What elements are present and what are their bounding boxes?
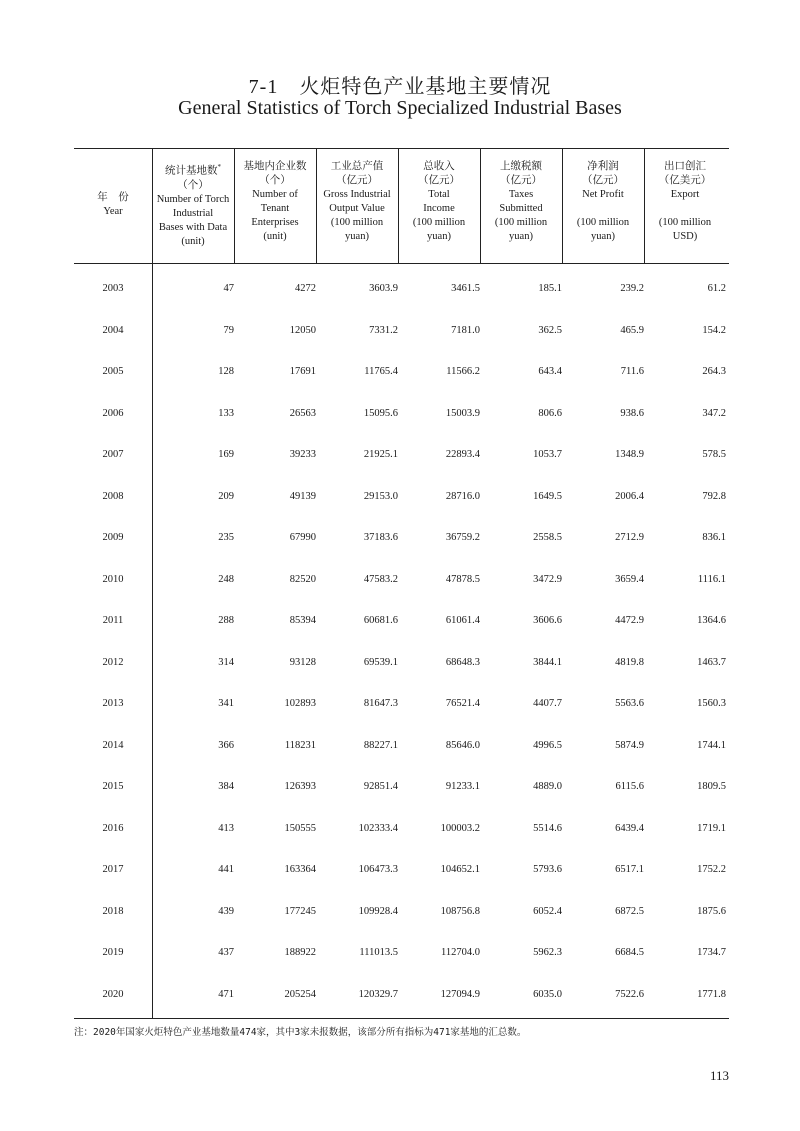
column-header — [562, 160, 644, 244]
value-cell: 93128 — [289, 656, 316, 668]
year-cell: 2012 — [102, 656, 124, 668]
value-cell: 439 — [218, 905, 234, 917]
value-cell: 5874.9 — [615, 739, 644, 751]
value-cell: 1364.6 — [697, 615, 726, 626]
column-header-line: （亿元） — [418, 175, 460, 186]
value-cell: 1348.9 — [615, 449, 644, 460]
year-cell: 2016 — [102, 822, 124, 834]
value-cell: 67990 — [289, 532, 316, 543]
column-header-line — [562, 202, 644, 216]
column-header-line: Industrial — [172, 207, 214, 219]
value-cell: 239.2 — [620, 283, 644, 294]
value-cell: 188922 — [284, 947, 316, 958]
table-top-rule — [74, 148, 729, 149]
column-header-line: （亿元） — [336, 175, 378, 186]
value-cell: 1116.1 — [697, 573, 726, 585]
value-cell: 28716.0 — [445, 490, 480, 502]
value-cell: 1719.1 — [697, 822, 726, 834]
table-row — [74, 947, 729, 961]
value-cell: 1752.2 — [697, 864, 726, 875]
value-cell: 109928.4 — [358, 905, 398, 917]
table-row — [74, 781, 729, 795]
value-cell: 108756.8 — [440, 905, 480, 917]
value-cell: 3472.9 — [533, 573, 562, 585]
value-cell: 76521.4 — [445, 698, 480, 709]
column-header-line: Bases with Data — [158, 221, 228, 233]
value-cell: 5793.6 — [533, 864, 562, 875]
value-cell: 1809.5 — [697, 781, 726, 792]
year-cell: 2013 — [102, 698, 124, 709]
column-header-cn: 上缴税额 — [500, 161, 542, 172]
year-cell: 2018 — [102, 905, 124, 917]
value-cell: 471 — [218, 988, 234, 1000]
value-cell: 11765.4 — [364, 366, 398, 377]
table-row — [74, 366, 729, 380]
value-cell: 49139 — [289, 490, 316, 502]
value-cell: 81647.3 — [363, 698, 398, 709]
value-cell: 288 — [218, 615, 234, 626]
value-cell: 4407.7 — [533, 698, 562, 709]
value-cell: 127094.9 — [440, 988, 480, 1000]
value-cell: 12050 — [289, 324, 316, 336]
value-cell: 441 — [218, 864, 234, 875]
column-header-cn: 出口创汇 — [664, 161, 706, 172]
column-header-line: Income — [423, 203, 455, 214]
year-cell: 2015 — [102, 781, 124, 792]
value-cell: 47583.2 — [363, 573, 398, 585]
value-cell: 7522.6 — [615, 988, 644, 1000]
table-row — [74, 574, 729, 588]
value-cell: 111013.5 — [359, 947, 398, 958]
table-row — [74, 698, 729, 712]
year-cell: 2003 — [102, 283, 124, 294]
year-cell: 2007 — [102, 449, 124, 460]
value-cell: 85646.0 — [445, 739, 480, 751]
year-header-cn: 年 份 — [97, 192, 129, 203]
value-cell: 100003.2 — [440, 822, 480, 834]
value-cell: 60681.6 — [363, 615, 398, 626]
table-row — [74, 657, 729, 671]
table-title-en: General Statistics of Torch Specialized Industrial Bases — [178, 97, 622, 119]
column-header — [644, 160, 726, 244]
value-cell: 1053.7 — [533, 449, 562, 460]
column-header-line: Gross Industrial — [323, 189, 391, 200]
value-cell: 15003.9 — [445, 407, 480, 419]
year-cell: 2017 — [102, 864, 124, 875]
value-cell: 126393 — [284, 781, 316, 792]
column-header-cn-line — [152, 160, 234, 179]
table-row — [74, 615, 729, 629]
value-cell: 36759.2 — [445, 532, 480, 543]
value-cell: 11566.2 — [446, 366, 480, 377]
column-header-cn: 净利润 — [587, 161, 619, 172]
table-row — [74, 283, 729, 297]
year-header — [74, 191, 152, 219]
value-cell: 1875.6 — [697, 905, 726, 917]
value-cell: 465.9 — [620, 324, 644, 336]
column-header-line: Net Profit — [582, 189, 624, 200]
value-cell: 235 — [218, 532, 234, 543]
value-cell: 106473.3 — [358, 864, 398, 875]
value-cell: 2712.9 — [615, 532, 644, 543]
value-cell: 4996.5 — [533, 739, 562, 751]
value-cell: 6872.5 — [615, 905, 644, 917]
value-cell: 643.4 — [538, 366, 562, 377]
value-cell: 17691 — [289, 366, 316, 377]
column-header-line: yuan) — [509, 231, 533, 242]
column-header-line: Output Value — [329, 203, 385, 214]
table-row — [74, 325, 729, 339]
column-header-line: （亿美元） — [658, 175, 712, 186]
value-cell: 47 — [223, 283, 234, 294]
table-row — [74, 491, 729, 505]
value-cell: 68648.3 — [445, 656, 480, 668]
value-cell: 209 — [218, 490, 234, 502]
value-cell: 133 — [218, 407, 234, 419]
value-cell: 1649.5 — [533, 490, 562, 502]
value-cell: 26563 — [289, 407, 316, 419]
year-cell: 2009 — [102, 532, 124, 543]
value-cell: 7181.0 — [451, 324, 480, 336]
column-header-cn: 总收入 — [423, 161, 455, 172]
value-cell: 118231 — [284, 739, 316, 751]
page-number: 113 — [709, 1068, 729, 1083]
column-header-cn: 统计基地数 — [165, 165, 218, 177]
table-row — [74, 864, 729, 878]
value-cell: 836.1 — [702, 532, 726, 543]
column-header-line: Taxes — [508, 189, 534, 200]
value-cell: 4472.9 — [615, 615, 644, 626]
value-cell: 7331.2 — [369, 324, 398, 336]
value-cell: 6052.4 — [533, 905, 562, 917]
column-header-line: （亿元） — [500, 175, 542, 186]
footnote-marker: * — [217, 163, 221, 171]
table-footnote: 注：2020年国家火炬特色产业基地数量474家，其中3家未报数据，该部分所有指标为471家基地的汇总数。 — [74, 1027, 527, 1038]
column-header-line: (unit) — [263, 231, 287, 242]
value-cell: 384 — [218, 781, 234, 792]
column-header-line: （亿元） — [582, 175, 624, 186]
value-cell: 2558.5 — [533, 532, 562, 543]
value-cell: 1734.7 — [697, 947, 726, 958]
value-cell: 163364 — [284, 864, 316, 875]
column-header-line: (100 million — [658, 217, 712, 228]
value-cell: 6439.4 — [615, 822, 644, 834]
value-cell: 711.6 — [620, 366, 644, 377]
table-row — [74, 989, 729, 1003]
value-cell: 4819.8 — [615, 656, 644, 668]
table-row — [74, 740, 729, 754]
value-cell: 413 — [218, 822, 234, 834]
table-header-rule — [74, 263, 729, 264]
value-cell: 806.6 — [538, 407, 562, 419]
year-cell: 2020 — [102, 988, 124, 1000]
value-cell: 3844.1 — [533, 656, 562, 668]
column-header-line: Number of Torch — [156, 193, 230, 205]
table-bottom-rule — [74, 1018, 729, 1019]
column-header-line: (100 million — [494, 217, 548, 228]
table-row — [74, 906, 729, 920]
value-cell: 91233.1 — [445, 781, 480, 792]
table-row — [74, 408, 729, 422]
value-cell: 88227.1 — [363, 739, 398, 751]
value-cell: 341 — [218, 698, 234, 709]
table-row — [74, 449, 729, 463]
table-title-cn: 7-1 火炬特色产业基地主要情况 — [248, 76, 552, 98]
value-cell: 248 — [218, 573, 234, 585]
value-cell: 92851.4 — [363, 781, 398, 792]
column-header-line: (100 million — [330, 217, 384, 228]
value-cell: 102333.4 — [358, 822, 398, 834]
value-cell: 938.6 — [620, 407, 644, 419]
value-cell: 4889.0 — [533, 781, 562, 792]
value-cell: 3603.9 — [369, 283, 398, 294]
column-header — [234, 160, 316, 244]
value-cell: 2006.4 — [615, 490, 644, 502]
value-cell: 362.5 — [538, 324, 562, 336]
column-header-line: yuan) — [427, 231, 451, 242]
value-cell: 104652.1 — [440, 864, 480, 875]
value-cell: 366 — [218, 739, 234, 751]
value-cell: 61061.4 — [445, 615, 480, 626]
year-cell: 2004 — [102, 324, 124, 336]
value-cell: 1744.1 — [697, 739, 726, 751]
value-cell: 21925.1 — [363, 449, 398, 460]
value-cell: 47878.5 — [445, 573, 480, 585]
year-header-en: Year — [103, 206, 123, 217]
value-cell: 150555 — [284, 822, 316, 834]
value-cell: 169 — [218, 449, 234, 460]
column-header-line: （个） — [177, 179, 209, 191]
value-cell: 154.2 — [702, 324, 726, 336]
value-cell: 177245 — [284, 905, 316, 917]
value-cell: 1560.3 — [697, 698, 726, 709]
value-cell: 102893 — [284, 698, 316, 709]
column-header-line: yuan) — [591, 231, 615, 242]
column-header-line: Export — [670, 189, 700, 200]
year-cell: 2019 — [102, 947, 124, 958]
value-cell: 79 — [223, 324, 234, 336]
column-header-line: Submitted — [499, 203, 543, 214]
year-cell: 2005 — [102, 366, 124, 377]
column-header-line: yuan) — [345, 231, 369, 242]
year-cell: 2006 — [102, 407, 124, 419]
value-cell: 205254 — [284, 988, 316, 1000]
column-header-cn: 基地内企业数 — [243, 161, 307, 172]
table-row — [74, 532, 729, 546]
value-cell: 120329.7 — [358, 988, 398, 1000]
column-header-cn: 工业总产值 — [330, 161, 384, 172]
column-header-line: Enterprises — [251, 217, 299, 228]
value-cell: 128 — [218, 366, 234, 377]
column-header — [398, 160, 480, 244]
value-cell: 61.2 — [707, 283, 726, 294]
table-row — [74, 823, 729, 837]
column-header-line — [644, 202, 726, 216]
value-cell: 29153.0 — [363, 490, 398, 502]
value-cell: 578.5 — [702, 449, 726, 460]
value-cell: 69539.1 — [363, 656, 398, 668]
year-cell: 2008 — [102, 490, 124, 502]
value-cell: 82520 — [289, 573, 316, 585]
year-cell: 2014 — [102, 739, 124, 751]
value-cell: 39233 — [289, 449, 316, 460]
value-cell: 112704.0 — [441, 947, 480, 958]
value-cell: 792.8 — [702, 490, 726, 502]
column-header-line: USD) — [672, 231, 698, 242]
value-cell: 3461.5 — [451, 283, 480, 294]
value-cell: 6684.5 — [615, 947, 644, 958]
value-cell: 1771.8 — [697, 988, 726, 1000]
value-cell: 6115.6 — [615, 781, 644, 792]
value-cell: 1463.7 — [697, 656, 726, 668]
value-cell: 22893.4 — [445, 449, 480, 460]
value-cell: 85394 — [289, 615, 316, 626]
value-cell: 347.2 — [702, 407, 726, 419]
column-header-line: Total — [428, 189, 450, 200]
value-cell: 37183.6 — [363, 532, 398, 543]
value-cell: 185.1 — [538, 283, 562, 294]
value-cell: 5962.3 — [533, 947, 562, 958]
year-cell: 2010 — [102, 573, 124, 585]
column-header — [480, 160, 562, 244]
column-header — [316, 160, 398, 244]
value-cell: 6517.1 — [615, 864, 644, 875]
value-cell: 437 — [218, 947, 234, 958]
year-cell: 2011 — [102, 615, 124, 626]
value-cell: 314 — [218, 656, 234, 668]
value-cell: 3606.6 — [533, 615, 562, 626]
value-cell: 3659.4 — [615, 573, 644, 585]
column-header-line: (100 million — [576, 217, 630, 228]
column-header-line: Tenant — [260, 203, 290, 214]
column-header-line: （个） — [259, 175, 291, 186]
value-cell: 15095.6 — [363, 407, 398, 419]
column-header-line: (unit) — [181, 235, 205, 247]
column-header-line: (100 million — [412, 217, 466, 228]
value-cell: 5514.6 — [533, 822, 562, 834]
value-cell: 5563.6 — [615, 698, 644, 709]
value-cell: 6035.0 — [533, 988, 562, 1000]
value-cell: 264.3 — [702, 366, 726, 377]
column-header-line: Number of — [252, 189, 298, 200]
column-header — [152, 160, 234, 249]
value-cell: 4272 — [295, 283, 316, 294]
